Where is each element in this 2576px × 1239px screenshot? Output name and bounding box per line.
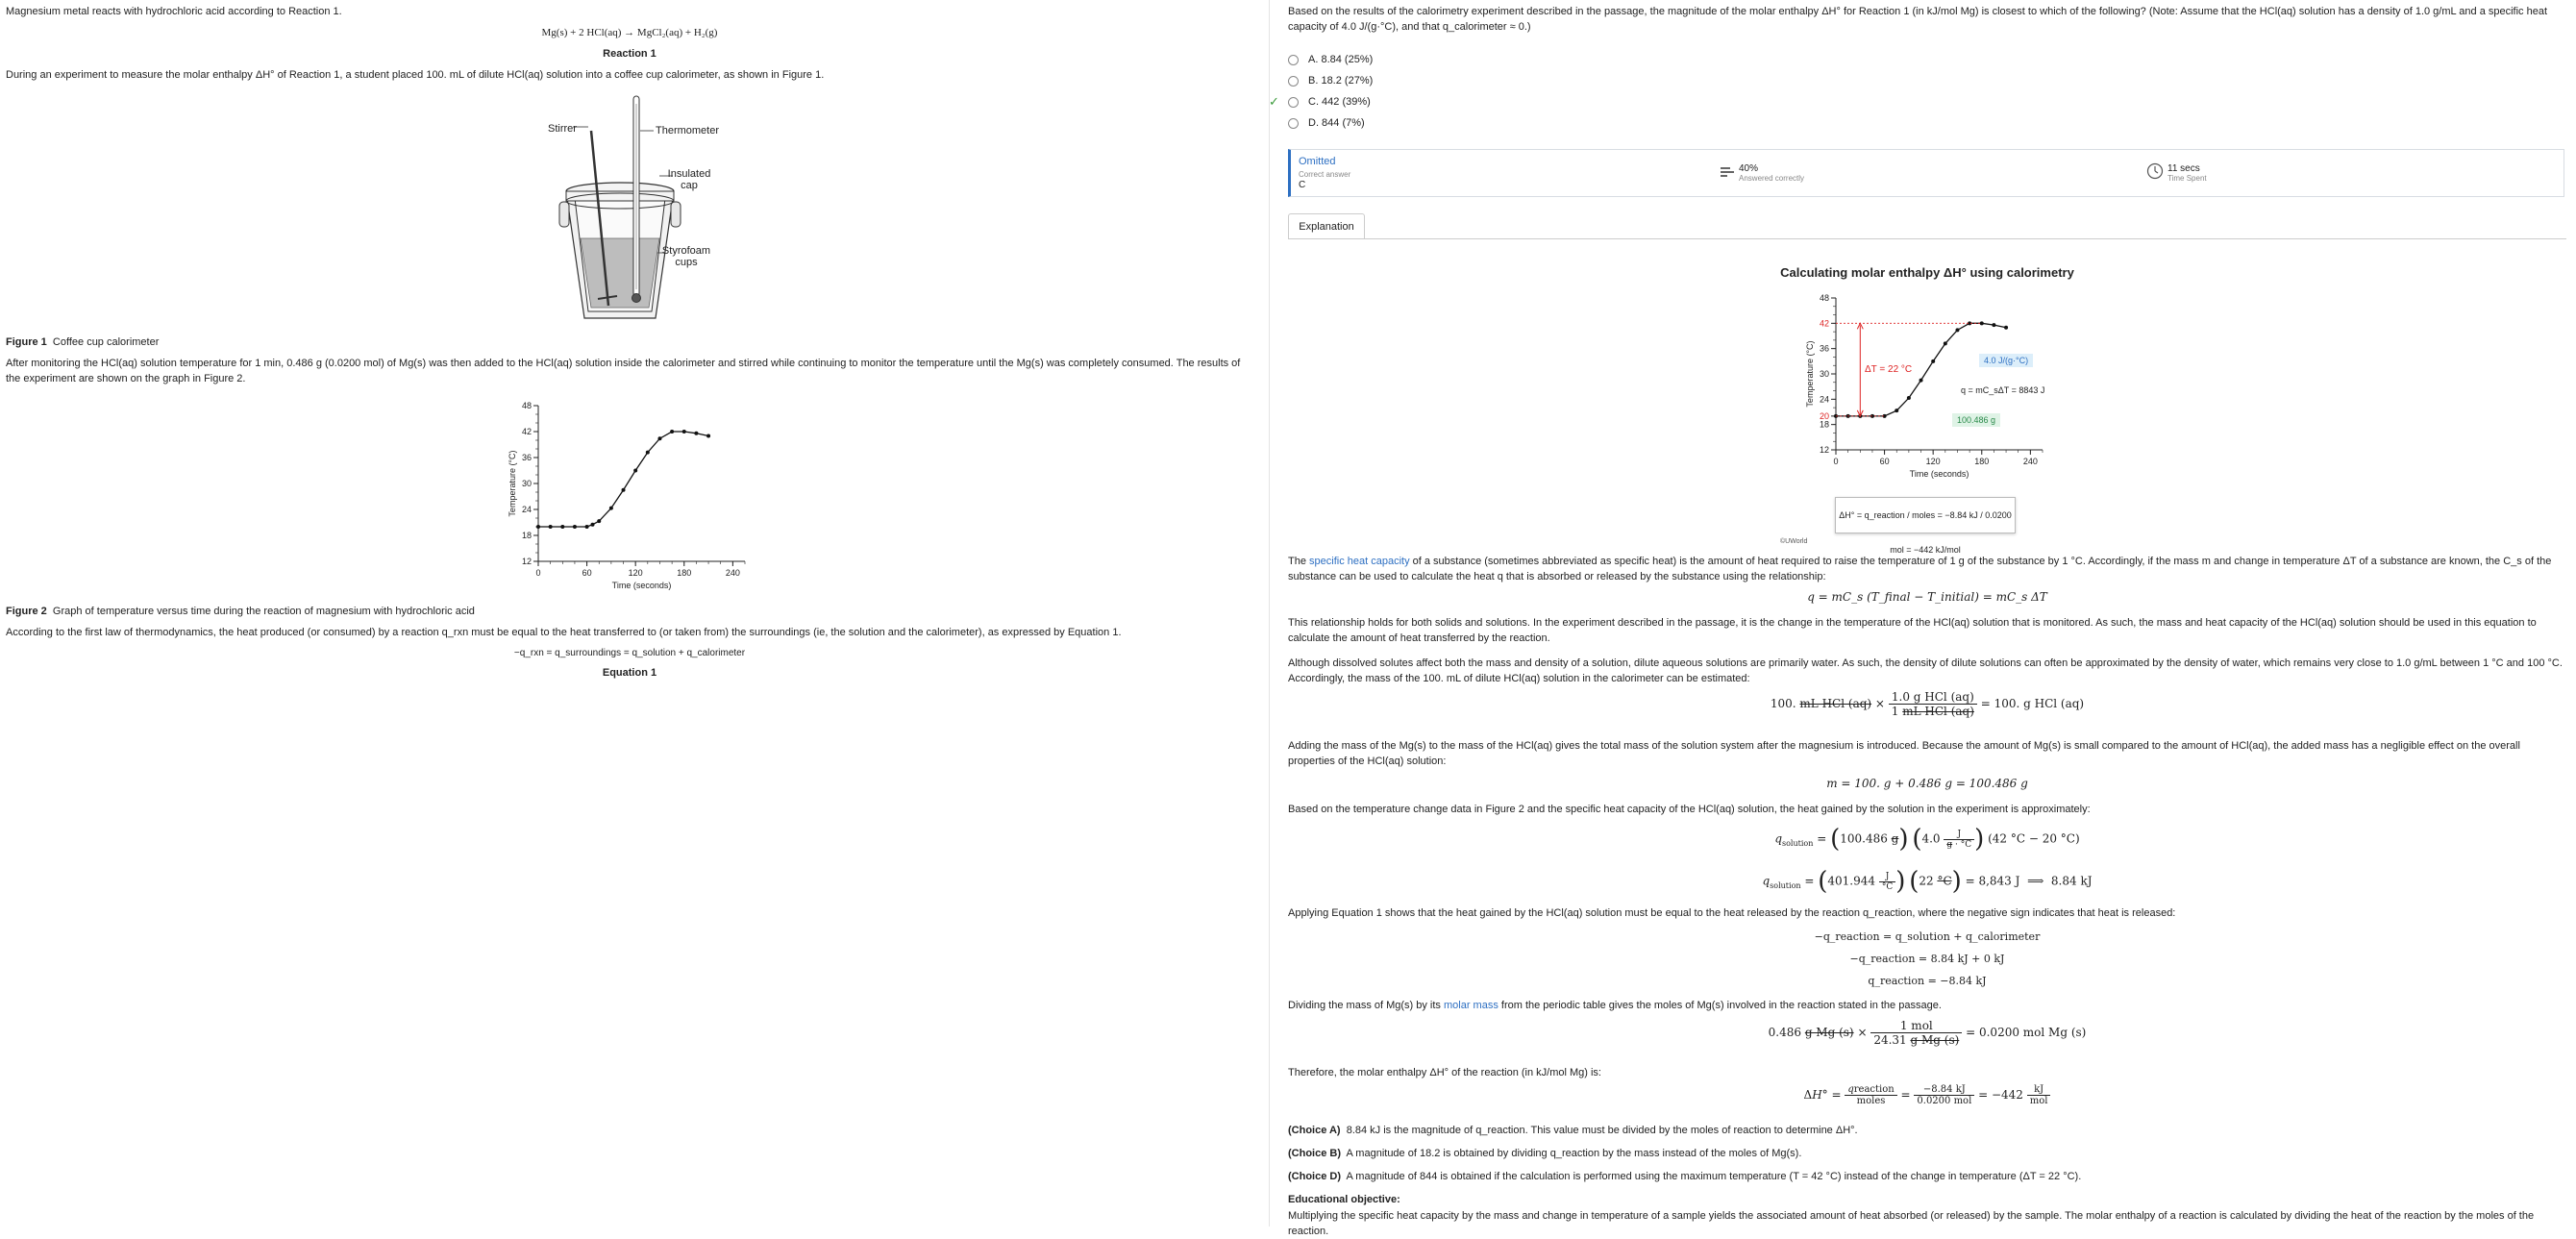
- option-c[interactable]: [1269, 93, 1371, 111]
- explanation-p4: Adding the mass of the Mg(s) to the mass of the HCl(aq) gives the total mass of the solution system after the magnesium is introduced. Because the amount of Mg(s) is small compared to the amount of HCl(aq), the added mass has a negligible effect on the overall properties of the HCl(aq) solution:: [1288, 740, 2520, 767]
- correct-check-icon: ✓: [1269, 94, 1279, 109]
- stats-bar: [1288, 149, 2564, 197]
- percent-value: 40%: [1739, 163, 1759, 174]
- time-value: 11 secs: [2167, 163, 2200, 174]
- x-tick-label: 0: [535, 568, 541, 578]
- specific-heat-link[interactable]: specific heat capacity: [1309, 556, 1410, 567]
- choice-b-explanation: (Choice B) A magnitude of 18.2 is obtained by dividing q_reaction by the mass instead of the moles of Mg(s).: [1288, 1148, 1802, 1159]
- y-tick-label: 30: [521, 479, 532, 488]
- series-line: [538, 432, 708, 527]
- percent-label: Answered correctly: [1739, 174, 1805, 183]
- thermo-text: According to the first law of thermodynamics, the heat produced (or consumed) by a reaction q_rxn must be equal to the heat transferred to (or taken from) the surroundings (ie, the solution and the calorimeter), as expressed by Equation 1.: [6, 627, 1122, 638]
- monitor-text: After monitoring the HCl(aq) solution temperature for 1 min, 0.486 g (0.0200 mol) of Mg(s) was then added to the HCl(aq) solution inside the calorimeter and stirred while continuing to monitor the temperature until the Mg(s) was completely consumed. The results of the experiment are shown on the graph in Figure 2.: [6, 358, 1241, 384]
- objective-text: Multiplying the specific heat capacity by the mass and change in temperature of a sample yields the associated amount of heat absorbed (or released) by the sample. The molar enthalpy of a reaction is calculated by dividing the heat of the reaction by the moles of the reaction.: [1288, 1210, 2535, 1237]
- objective-title: Educational objective:: [1288, 1194, 1400, 1205]
- delta-t-annotation: ΔT = 22 °C: [1865, 364, 1913, 375]
- experiment-text: During an experiment to measure the molar enthalpy ΔH° of Reaction 1, a student placed 100. mL of dilute HCl(aq) solution into a coffee cup calorimeter, as shown in Figure 1.: [6, 69, 825, 81]
- option-d-label: D. 844 (7%): [1308, 117, 1365, 129]
- y-tick-label: 18: [1819, 419, 1829, 430]
- data-point: [694, 432, 698, 435]
- data-point: [549, 525, 553, 529]
- bar-chart-icon: [1720, 164, 1735, 180]
- cap-label: Insulated cap: [667, 168, 711, 191]
- figure2-caption: Figure 2 Graph of temperature versus time during the reaction of magnesium with hydrochloric acid: [6, 606, 475, 617]
- data-point: [597, 519, 601, 523]
- data-point: [609, 507, 613, 510]
- x-tick-label: 120: [628, 568, 643, 578]
- y-tick-label: 30: [1819, 369, 1829, 379]
- data-point: [1980, 321, 1984, 325]
- molar-mass-link[interactable]: molar mass: [1444, 1000, 1499, 1011]
- y-tick-label: 42: [521, 427, 532, 436]
- reaction-equation: Mg(s) + 2 HCl(aq) → MgCl₂(aq) + H₂(g): [541, 27, 718, 38]
- reaction-label: Reaction 1: [603, 48, 656, 60]
- y-tick-label: 42: [1819, 318, 1829, 329]
- data-point: [590, 523, 594, 527]
- x-axis-label: Time (seconds): [611, 581, 672, 590]
- x-tick-label: 0: [1833, 457, 1839, 466]
- correct-answer-value: C: [1299, 180, 1306, 190]
- heat-capacity-annotation: 4.0 J/(g·°C): [1979, 354, 2033, 367]
- clock-icon: [2146, 162, 2164, 180]
- x-tick-label: 180: [677, 568, 692, 578]
- data-point: [2004, 326, 2008, 330]
- tab-underline: [1288, 238, 2566, 239]
- data-point: [1992, 323, 1995, 327]
- passage-intro: Magnesium metal reacts with hydrochloric acid according to Reaction 1.: [6, 6, 342, 17]
- equation-q: q = mC_s (T_final − T_initial) = mC_s ΔT: [1807, 590, 2047, 604]
- time-label: Time Spent: [2167, 174, 2207, 183]
- question-panel: [1269, 0, 2566, 1237]
- radio-b[interactable]: [1288, 76, 1299, 87]
- equation-total-mass: m = 100. g + 0.486 g = 100.486 g: [1826, 777, 2028, 790]
- correct-answer-label: Correct answer: [1299, 170, 1351, 179]
- explanation-p3: Although dissolved solutes affect both the mass and density of a solution, dilute aqueous solutions are primarily water. As such, the density of dilute solutions can often be approximated by the density of water, which remains very close to 1.0 g/mL between 1 °C and 100 °C. Accordingly, the mass of the 100. mL of dilute HCl(aq) solution in the calorimeter can be estimated:: [1288, 657, 2563, 684]
- radio-c[interactable]: [1288, 97, 1299, 108]
- data-point: [670, 430, 674, 434]
- data-point: [622, 488, 626, 492]
- x-tick-label: 180: [1974, 457, 1990, 466]
- explanation-p1: The specific heat capacity of a substance (sometimes abbreviated as specific heat) is the amount of heat required to raise the temperature of 1 g of the substance by 1 °C. Accordingly, if the mass m and change in temperature ΔT of a substance are known, the C_s of the substance can be used to calculate the heat q that is absorbed or released by the substance using the relationship:: [1288, 556, 2552, 582]
- option-b[interactable]: [1288, 72, 1373, 89]
- equation-q-solution-1: $q_{solution} = (100.486$ g) (4.0 $\frac{J}{g \cdot ^\circ C}$ ) (42 °C − 20 °C): [1774, 825, 2080, 854]
- x-axis-label: Time (seconds): [1909, 469, 1969, 479]
- figure1-caption: Figure 1 Coffee cup calorimeter: [6, 336, 160, 348]
- option-d[interactable]: [1288, 114, 1365, 132]
- equation-enthalpy: ΔH° = $\frac{\text{qreaction}}{\text{moles}}$ = $\frac{-8.84 kJ}{\text{0.0200 mol}}$ = −442 $\frac{kJ}{\text{mol}}$: [1576, 1084, 2278, 1106]
- data-point: [1920, 379, 1923, 383]
- choice-d-explanation: (Choice D) A magnitude of 844 is obtained if the calculation is performed using the maximum temperature (T = 42 °C) instead of the change in temperature (ΔT = 22 °C).: [1288, 1171, 2082, 1182]
- y-tick-label: 24: [1819, 394, 1829, 405]
- choice-a-explanation: (Choice A) 8.84 kJ is the magnitude of q_reaction. This value must be divided by the moles of reaction to determine ΔH°.: [1288, 1125, 1858, 1136]
- explanation-title: Calculating molar enthalpy ΔH° using calorimetry: [1780, 265, 2074, 280]
- y-tick-label: 20: [1819, 410, 1829, 421]
- explanation-p7: Dividing the mass of Mg(s) by its molar mass from the periodic table gives the moles of Mg(s) involved in the reaction stated in the passage.: [1288, 1000, 1942, 1011]
- cups-label: Styrofoam cups: [661, 245, 711, 268]
- question-text: Based on the results of the calorimetry experiment described in the passage, the magnitude of the molar enthalpy ΔH° for Reaction 1 (in kJ/mol Mg) is closest to which of the following? (Note: Assume that the HCl(aq) solution has a density of 1.0 g/mL and a specific heat capacity of 4.0 J/(g·°C), and that q_calorimeter ≈ 0.): [1288, 6, 2548, 33]
- explanation-p8: Therefore, the molar enthalpy ΔH° of the reaction (in kJ/mol Mg) is:: [1288, 1067, 1601, 1078]
- annotated-graph: [1797, 285, 2115, 494]
- data-point: [1944, 341, 1947, 345]
- data-point: [657, 436, 661, 440]
- y-tick-label: 12: [1819, 445, 1829, 455]
- equation-reaction-1: −q_reaction = q_solution + q_calorimeter: [1814, 930, 2041, 943]
- y-tick-label: 48: [521, 401, 532, 410]
- data-point: [536, 525, 540, 529]
- equation-reaction-2: −q_reaction = 8.84 kJ + 0 kJ: [1849, 953, 2005, 965]
- data-point: [1931, 359, 1935, 363]
- passage-panel: [0, 0, 1269, 1227]
- data-point: [682, 430, 686, 434]
- panel-divider: [1269, 0, 1270, 1227]
- equation-reaction-3: q_reaction = −8.84 kJ: [1868, 975, 1987, 987]
- enthalpy-formula-box: ΔH° = q_reaction / moles = −8.84 kJ / 0.0200 mol = −442 kJ/mol: [1835, 497, 2016, 533]
- status-omitted: Omitted: [1299, 156, 1336, 167]
- stirrer-label: Stirrer: [548, 123, 577, 135]
- y-tick-label: 36: [1819, 343, 1829, 354]
- equation-1-label: Equation 1: [602, 667, 657, 679]
- x-tick-label: 120: [1925, 457, 1941, 466]
- data-point: [646, 451, 650, 455]
- q-annotation: q = mC_sΔT = 8843 J: [1961, 385, 2045, 395]
- equation-1: −q_rxn = q_surroundings = q_solution + q_calorimeter: [513, 648, 746, 658]
- explanation-p6: Applying Equation 1 shows that the heat gained by the HCl(aq) solution must be equal to the heat released by the reaction q_reaction, where the negative sign indicates that heat is released:: [1288, 907, 2176, 919]
- x-tick-label: 60: [1879, 457, 1890, 466]
- data-point: [1907, 396, 1911, 400]
- equation-q-solution-2: $q_{solution} = (401.944$ $\frac{J}{^\circ C}$ ) (22 °C) = 8,843 J ⟹ 8.84 kJ: [1762, 867, 2093, 896]
- y-tick-label: 12: [521, 557, 532, 566]
- thermometer-label: Thermometer: [656, 125, 720, 136]
- copyright: ©UWorld: [1780, 538, 1808, 545]
- data-point: [1895, 409, 1898, 412]
- explanation-p5: Based on the temperature change data in Figure 2 and the specific heat capacity of the HCl(aq) solution, the heat gained by the solution in the experiment is approximately:: [1288, 804, 2091, 815]
- y-tick-label: 18: [521, 531, 532, 540]
- explanation-p2: This relationship holds for both solids and solutions. In the experiment described in the passage, it is the change in the temperature of the HCl(aq) solution that is monitored. As such, the mass and heat capacity of the HCl(aq) solution should be used in this equation to calculate the amount of heat transferred by the reaction.: [1288, 617, 2537, 644]
- data-point: [1955, 328, 1959, 332]
- data-point: [560, 525, 564, 529]
- radio-a[interactable]: [1288, 55, 1299, 65]
- x-tick-label: 240: [2022, 457, 2038, 466]
- data-point: [585, 525, 589, 529]
- data-point: [706, 434, 710, 438]
- data-point: [573, 525, 577, 529]
- option-b-label: B. 18.2 (27%): [1308, 75, 1374, 87]
- y-axis-label: Temperature (°C): [1805, 340, 1815, 408]
- equation-mass-hcl: 100. mL HCl (aq) × $\frac{\text{1.0 g HCl (aq)}}{\text{1 mL HCl (aq)}}$ = 100. g HCl (aq): [1770, 690, 2085, 718]
- data-point: [633, 469, 637, 473]
- temperature-graph: [500, 394, 759, 601]
- mass-annotation: 100.486 g: [1952, 413, 2000, 427]
- radio-d[interactable]: [1288, 118, 1299, 129]
- y-tick-label: 24: [521, 505, 532, 514]
- tab-explanation[interactable]: Explanation: [1288, 213, 1365, 239]
- y-axis-label: Temperature (°C): [508, 450, 517, 517]
- x-tick-label: 60: [582, 568, 592, 578]
- option-c-label: C. 442 (39%): [1308, 96, 1371, 108]
- option-a-label: A. 8.84 (25%): [1308, 54, 1374, 65]
- y-tick-label: 48: [1819, 293, 1829, 303]
- option-a[interactable]: [1288, 51, 1373, 68]
- series-line: [1836, 323, 2006, 416]
- y-tick-label: 36: [521, 453, 532, 462]
- equation-moles: 0.486 g Mg (s) × $\frac{\text{1 mol}}{\text{24.31 g Mg (s)}}$ = 0.0200 mol Mg (s): [1768, 1019, 2087, 1047]
- x-tick-label: 240: [725, 568, 740, 578]
